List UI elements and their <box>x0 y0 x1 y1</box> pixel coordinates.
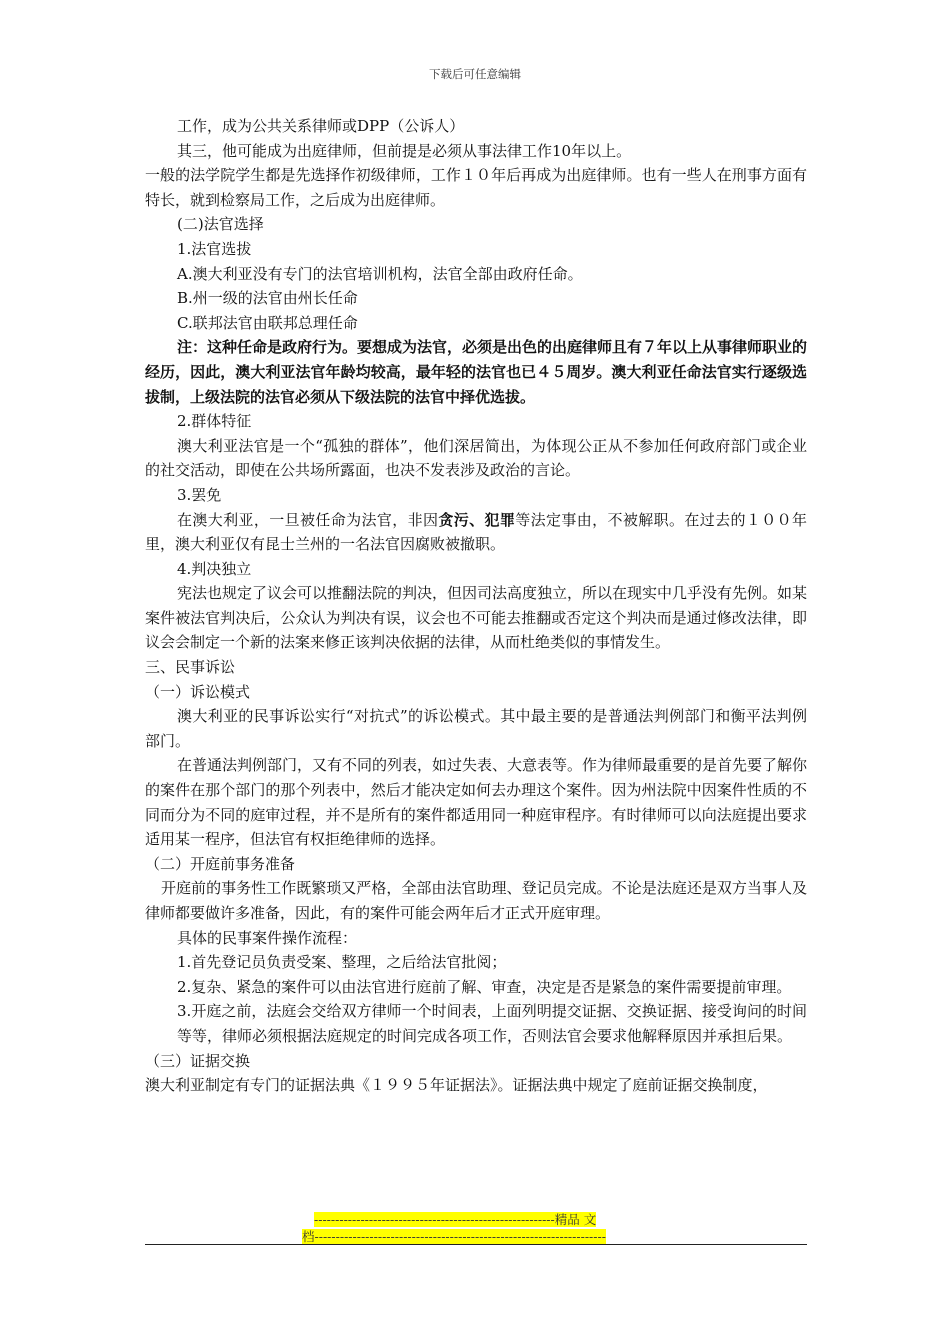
page-header: 下载后可任意编辑 <box>429 67 521 81</box>
paragraph: 具体的民事案件操作流程： <box>177 928 358 947</box>
text-run: 等法定事由，不被解职。在过去的１００年里，澳大利亚仅有昆士兰州的一名法官因腐败被撤职。 <box>145 510 807 554</box>
paragraph: 澳大利亚法官是一个“孤独的群体”，他们深居简出，为体现公正从不参加任何政府部门或企业的社交活动，即使在公共场所露面，也决不发表涉及政治的言论。 <box>145 436 807 480</box>
text-run: 在澳大利亚，一旦被任命为法官，非因 <box>177 510 439 529</box>
paragraph: 在普通法判例部门，又有不同的列表，如过失表、大意表等。作为律师最重要的是首先要了解你的案件在那个部门的那个列表中，然后才能决定如何去办理这个案件。因为州法院中因案件性质的不同而分为不同的庭审过程，并不是所有的案件都适用同一种庭审程序。有时律师可以向法庭提出要求适用某一程序，但法官有权拒绝律师的选择。 <box>145 756 808 849</box>
list-item: C.联邦法官由联邦总理任命 <box>177 313 358 332</box>
paragraph <box>145 508 807 557</box>
document-body <box>145 114 807 1098</box>
list-item: B.州一级的法官由州长任命 <box>177 289 358 308</box>
note-paragraph: 注：这种任命是政府行为。要想成为法官，必须是出色的出庭律师且有７年以上从事律师职业的经历，因此，澳大利亚法官年龄均较高，最年轻的法官也已４５周岁。澳大利亚任命法官实行逐级选拔制，上级法院的法官必须从下级法院的法官中择优选拔。 <box>145 338 808 406</box>
subsection-heading: 4.判决独立 <box>177 559 252 578</box>
section-heading: (二)法官选择 <box>177 215 264 234</box>
footer-line <box>302 1211 652 1228</box>
list-item: 2.复杂、紧急的案件可以由法官进行庭前了解、审查，决定是否是紧急的案件需要提前审理。 <box>177 977 792 996</box>
subsection-heading: 1.法官选拔 <box>177 239 252 258</box>
section-heading: （一）诉讼模式 <box>145 682 251 701</box>
section-heading: （三）证据交换 <box>145 1051 251 1070</box>
paragraph: 其三，他可能成为出庭律师，但前提是必须从事法律工作10年以上。 <box>177 141 632 160</box>
subsection-heading: 3.罢免 <box>177 485 222 504</box>
list-item: 3.开庭之前，法庭会交给双方律师一个时间表，上面列明提交证据、交换证据、接受询问的时间等等，律师必须根据法庭规定的时间完成各项工作，否则法官会要求他解释原因并承担后果。 <box>177 1002 807 1045</box>
list-item: 1.首先登记员负责受案、整理，之后给法官批阅； <box>177 953 507 972</box>
paragraph: 澳大利亚的民事诉讼实行“对抗式”的诉讼模式。其中最主要的是普通法判例部门和衡平法判例部门。 <box>145 707 807 750</box>
section-heading: 三、民事诉讼 <box>145 658 236 677</box>
footer-highlight: ---------------------------------------------------------精品 文 <box>314 1212 597 1227</box>
footer-highlight: 档--------------------------------------------------------------------- <box>302 1229 606 1244</box>
paragraph: 宪法也规定了议会可以推翻法院的判决，但因司法高度独立，所以在现实中几乎没有先例。如某案件被法官判决后，公众认为判决有误，议会也不可能去推翻或否定这个判决而是通过修改法律，即议会会制定一个新的法案来修正该判决依据的法律，从而杜绝类似的事情发生。 <box>145 584 808 652</box>
page-footer <box>302 1211 652 1245</box>
paragraph: 一般的法学院学生都是先选择作初级律师，工作１０年后再成为出庭律师。也有一些人在刑事方面有特长，就到检察局工作，之后成为出庭律师。 <box>145 166 807 209</box>
section-heading: （二）开庭前事务准备 <box>145 854 296 873</box>
paragraph: 工作，成为公共关系律师或DPP（公诉人） <box>177 117 465 135</box>
footer-line <box>302 1228 652 1245</box>
paragraph: 开庭前的事务性工作既繁琐又严格，全部由法官助理、登记员完成。不论是法庭还是双方当事人及律师都要做许多准备，因此，有的案件可能会两年后才正式开庭审理。 <box>145 879 807 922</box>
footer-rule <box>145 1244 807 1245</box>
subsection-heading: 2.群体特征 <box>177 412 252 431</box>
list-item: A.澳大利亚没有专门的法官培训机构，法官全部由政府任命。 <box>177 264 583 283</box>
paragraph: 澳大利亚制定有专门的证据法典《１９９５年证据法》。证据法典中规定了庭前证据交换制度， <box>145 1076 768 1095</box>
bold-text-run: 贪污、犯罪 <box>438 510 516 529</box>
